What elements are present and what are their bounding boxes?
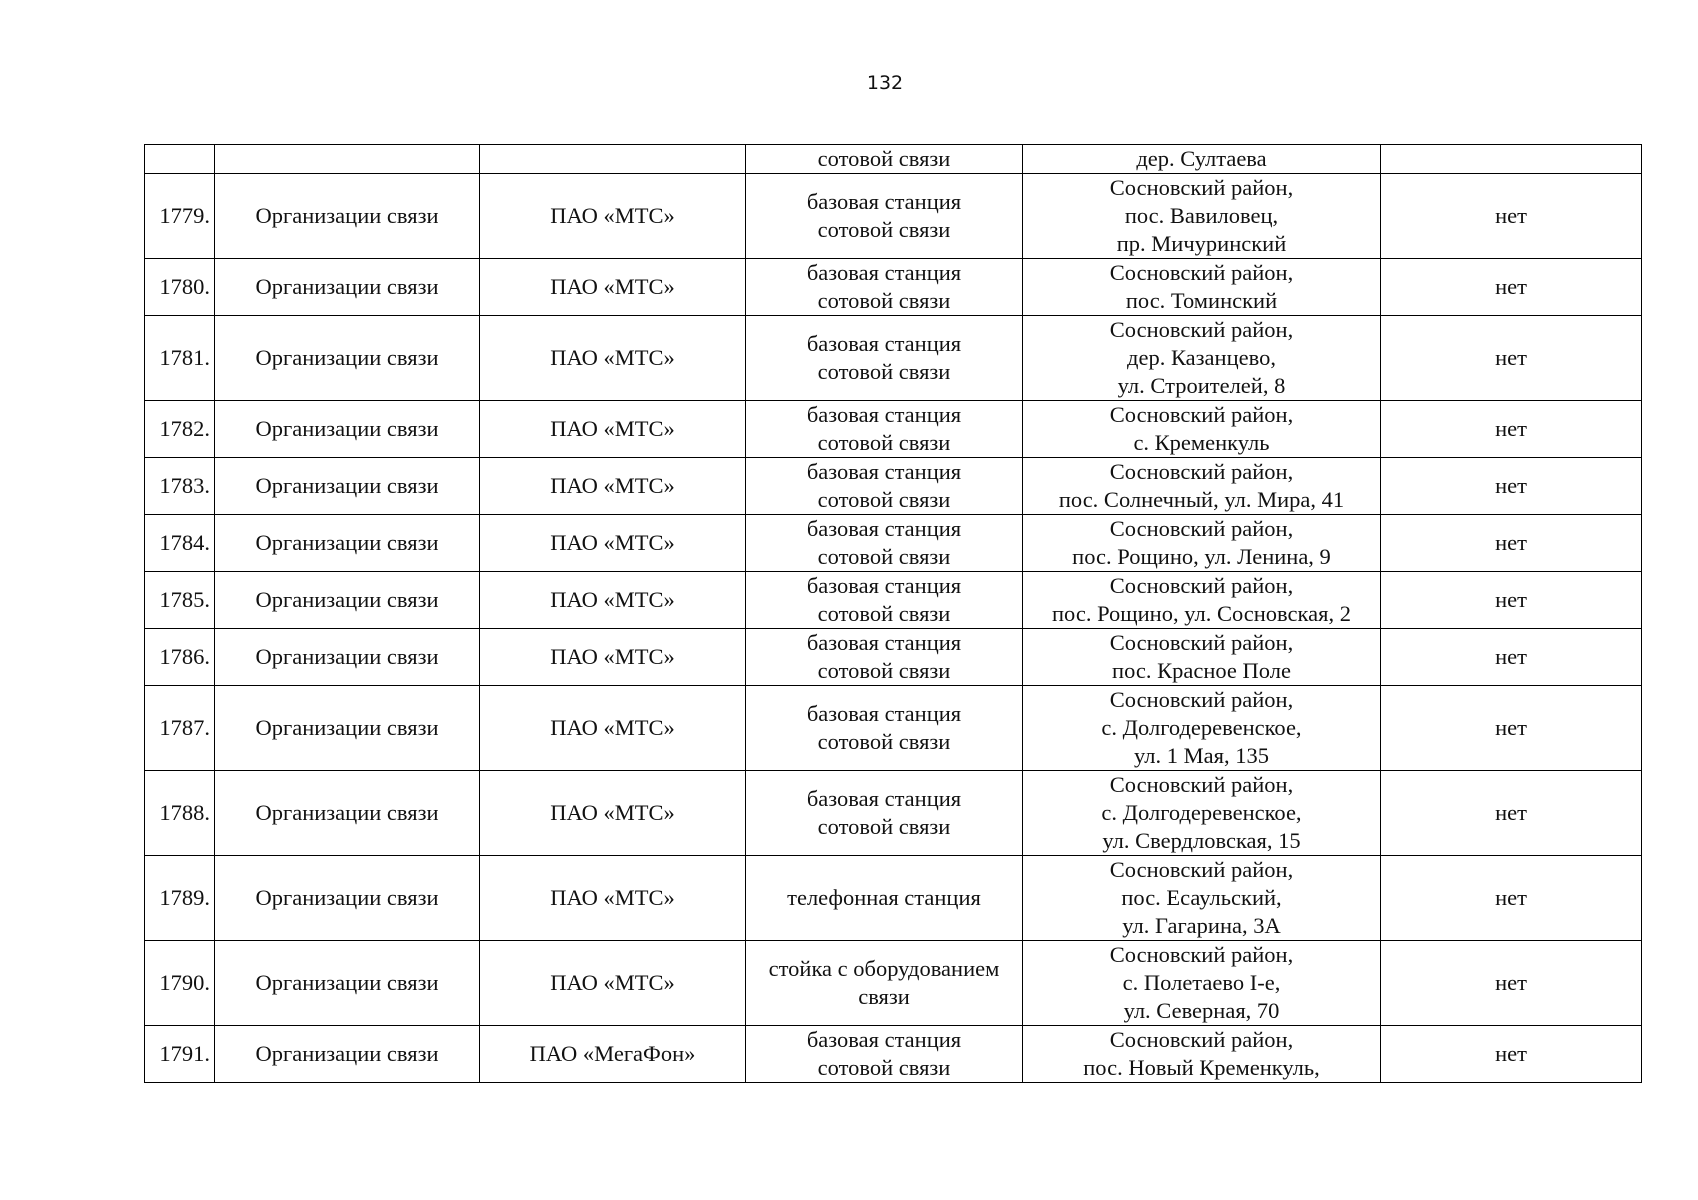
- cell-owner: [480, 145, 746, 174]
- table-row: [145, 941, 1642, 1026]
- cell-note: нет: [1381, 401, 1642, 458]
- cell-object-type: [746, 686, 1023, 771]
- cell-note: нет: [1381, 458, 1642, 515]
- object-type-line: связи: [858, 984, 910, 1009]
- object-type-line: сотовой связи: [817, 487, 951, 512]
- cell-owner: ПАО «МТС»: [480, 856, 746, 941]
- address-line: ул. Северная, 70: [1123, 998, 1280, 1023]
- table-row: [145, 686, 1642, 771]
- cell-address: [1023, 401, 1381, 458]
- address-line: Сосновский район,: [1109, 317, 1294, 342]
- cell-address: [1023, 771, 1381, 856]
- cell-category: Организации связи: [215, 458, 480, 515]
- cell-owner: ПАО «МТС»: [480, 316, 746, 401]
- table-row: [145, 771, 1642, 856]
- address-line: пос. Вавиловец,: [1124, 203, 1279, 228]
- table-row: [145, 1026, 1642, 1083]
- address-line: дер. Казанцево,: [1127, 345, 1276, 370]
- address-line: Сосновский район,: [1109, 942, 1294, 967]
- cell-address: [1023, 572, 1381, 629]
- cell-address: [1023, 1026, 1381, 1083]
- cell-address: [1023, 316, 1381, 401]
- cell-note: нет: [1381, 629, 1642, 686]
- table-row: [145, 629, 1642, 686]
- address-line: с. Долгодеревенское,: [1101, 800, 1302, 825]
- object-type-line: сотовой связи: [817, 359, 951, 384]
- cell-category: Организации связи: [215, 771, 480, 856]
- object-type-line: базовая станция: [806, 630, 962, 655]
- object-type-line: базовая станция: [806, 331, 962, 356]
- cell-address: [1023, 259, 1381, 316]
- page-number: 132: [866, 72, 904, 94]
- cell-address: [1023, 174, 1381, 259]
- cell-note: нет: [1381, 259, 1642, 316]
- cell-note: нет: [1381, 515, 1642, 572]
- object-type-line: телефонная станция: [787, 885, 981, 910]
- address-line: пос. Красное Поле: [1112, 658, 1291, 683]
- address-line: с. Кременкуль: [1133, 430, 1270, 455]
- object-type-line: базовая станция: [806, 1027, 962, 1052]
- object-type-line: сотовой связи: [817, 217, 951, 242]
- cell-note: нет: [1381, 686, 1642, 771]
- object-type-line: базовая станция: [806, 189, 962, 214]
- cell-num: 1781.: [145, 316, 215, 401]
- cell-note: нет: [1381, 1026, 1642, 1083]
- cell-category: [215, 145, 480, 174]
- registry-table: [144, 144, 1642, 1083]
- cell-num: 1785.: [145, 572, 215, 629]
- address-line: Сосновский район,: [1109, 630, 1294, 655]
- cell-category: Организации связи: [215, 629, 480, 686]
- cell-object-type: [746, 1026, 1023, 1083]
- cell-category: Организации связи: [215, 174, 480, 259]
- table-row: [145, 174, 1642, 259]
- address-line: Сосновский район,: [1109, 459, 1294, 484]
- table-row: [145, 259, 1642, 316]
- cell-note: нет: [1381, 856, 1642, 941]
- object-type-line: сотовой связи: [817, 146, 951, 171]
- object-type-line: сотовой связи: [817, 601, 951, 626]
- cell-address: [1023, 941, 1381, 1026]
- address-line: Сосновский район,: [1109, 260, 1294, 285]
- address-line: пос. Новый Кременкуль,: [1083, 1055, 1320, 1080]
- address-line: Сосновский район,: [1109, 857, 1294, 882]
- cell-category: Организации связи: [215, 259, 480, 316]
- table-row: [145, 458, 1642, 515]
- cell-owner: ПАО «МТС»: [480, 771, 746, 856]
- cell-category: Организации связи: [215, 515, 480, 572]
- cell-category: Организации связи: [215, 401, 480, 458]
- cell-object-type: [746, 941, 1023, 1026]
- object-type-line: базовая станция: [806, 516, 962, 541]
- cell-note: [1381, 145, 1642, 174]
- cell-owner: ПАО «МТС»: [480, 458, 746, 515]
- object-type-line: сотовой связи: [817, 1055, 951, 1080]
- address-line: с. Полетаево I-е,: [1122, 970, 1281, 995]
- cell-object-type: [746, 771, 1023, 856]
- cell-owner: ПАО «МТС»: [480, 629, 746, 686]
- address-line: ул. Строителей, 8: [1117, 373, 1286, 398]
- address-line: Сосновский район,: [1109, 516, 1294, 541]
- address-line: пр. Мичуринский: [1116, 231, 1287, 256]
- object-type-line: сотовой связи: [817, 729, 951, 754]
- cell-num: 1783.: [145, 458, 215, 515]
- cell-object-type: [746, 629, 1023, 686]
- cell-object-type: [746, 856, 1023, 941]
- cell-note: нет: [1381, 941, 1642, 1026]
- cell-num: [145, 145, 215, 174]
- cell-num: 1788.: [145, 771, 215, 856]
- table-row: [145, 401, 1642, 458]
- continuation-row: [145, 145, 1642, 174]
- cell-note: нет: [1381, 771, 1642, 856]
- cell-category: Организации связи: [215, 316, 480, 401]
- cell-note: нет: [1381, 316, 1642, 401]
- cell-object-type: [746, 174, 1023, 259]
- cell-address: [1023, 856, 1381, 941]
- address-line: Сосновский район,: [1109, 402, 1294, 427]
- cell-owner: ПАО «МТС»: [480, 515, 746, 572]
- address-line: ул. Свердловская, 15: [1102, 828, 1301, 853]
- cell-object-type: [746, 572, 1023, 629]
- address-line: пос. Томинский: [1125, 288, 1278, 313]
- cell-num: 1790.: [145, 941, 215, 1026]
- cell-note: нет: [1381, 174, 1642, 259]
- object-type-line: сотовой связи: [817, 814, 951, 839]
- cell-address: [1023, 458, 1381, 515]
- cell-address: [1023, 629, 1381, 686]
- address-line: пос. Есаульский,: [1121, 885, 1282, 910]
- object-type-line: сотовой связи: [817, 288, 951, 313]
- cell-owner: ПАО «МТС»: [480, 174, 746, 259]
- table-row: [145, 856, 1642, 941]
- table-row: [145, 316, 1642, 401]
- cell-address: [1023, 686, 1381, 771]
- cell-category: Организации связи: [215, 856, 480, 941]
- object-type-line: базовая станция: [806, 260, 962, 285]
- address-line: Сосновский район,: [1109, 573, 1294, 598]
- cell-num: 1782.: [145, 401, 215, 458]
- cell-object-type: [746, 458, 1023, 515]
- cell-object-type: [746, 515, 1023, 572]
- object-type-line: базовая станция: [806, 402, 962, 427]
- address-line: пос. Рощино, ул. Сосновская, 2: [1052, 601, 1351, 626]
- cell-num: 1784.: [145, 515, 215, 572]
- address-line: Сосновский район,: [1109, 772, 1294, 797]
- cell-object-type: [746, 259, 1023, 316]
- table-body: [145, 145, 1642, 1083]
- object-type-line: стойка с оборудованием: [768, 956, 1000, 981]
- object-type-line: сотовой связи: [817, 430, 951, 455]
- cell-address: [1023, 515, 1381, 572]
- cell-category: Организации связи: [215, 941, 480, 1026]
- cell-category: Организации связи: [215, 686, 480, 771]
- cell-owner: ПАО «МТС»: [480, 572, 746, 629]
- cell-object-type: [746, 145, 1023, 174]
- address-line: пос. Рощино, ул. Ленина, 9: [1072, 544, 1331, 569]
- cell-owner: ПАО «МТС»: [480, 259, 746, 316]
- cell-owner: ПАО «МТС»: [480, 686, 746, 771]
- cell-object-type: [746, 401, 1023, 458]
- cell-category: Организации связи: [215, 572, 480, 629]
- object-type-line: базовая станция: [806, 701, 962, 726]
- cell-num: 1789.: [145, 856, 215, 941]
- address-line: ул. 1 Мая, 135: [1134, 743, 1269, 768]
- table-row: [145, 572, 1642, 629]
- table-row: [145, 515, 1642, 572]
- address-line: ул. Гагарина, 3А: [1122, 913, 1281, 938]
- cell-owner: ПАО «МТС»: [480, 401, 746, 458]
- address-line: с. Долгодеревенское,: [1101, 715, 1302, 740]
- cell-address: [1023, 145, 1381, 174]
- cell-num: 1791.: [145, 1026, 215, 1083]
- cell-owner: ПАО «МегаФон»: [480, 1026, 746, 1083]
- object-type-line: базовая станция: [806, 573, 962, 598]
- cell-num: 1786.: [145, 629, 215, 686]
- address-line: дер. Султаева: [1136, 146, 1267, 171]
- cell-num: 1779.: [145, 174, 215, 259]
- cell-note: нет: [1381, 572, 1642, 629]
- object-type-line: базовая станция: [806, 786, 962, 811]
- cell-num: 1780.: [145, 259, 215, 316]
- address-line: Сосновский район,: [1109, 1027, 1294, 1052]
- address-line: Сосновский район,: [1109, 687, 1294, 712]
- cell-num: 1787.: [145, 686, 215, 771]
- address-line: пос. Солнечный, ул. Мира, 41: [1058, 487, 1345, 512]
- cell-object-type: [746, 316, 1023, 401]
- cell-owner: ПАО «МТС»: [480, 941, 746, 1026]
- object-type-line: сотовой связи: [817, 544, 951, 569]
- object-type-line: сотовой связи: [817, 658, 951, 683]
- object-type-line: базовая станция: [806, 459, 962, 484]
- cell-category: Организации связи: [215, 1026, 480, 1083]
- address-line: Сосновский район,: [1109, 175, 1294, 200]
